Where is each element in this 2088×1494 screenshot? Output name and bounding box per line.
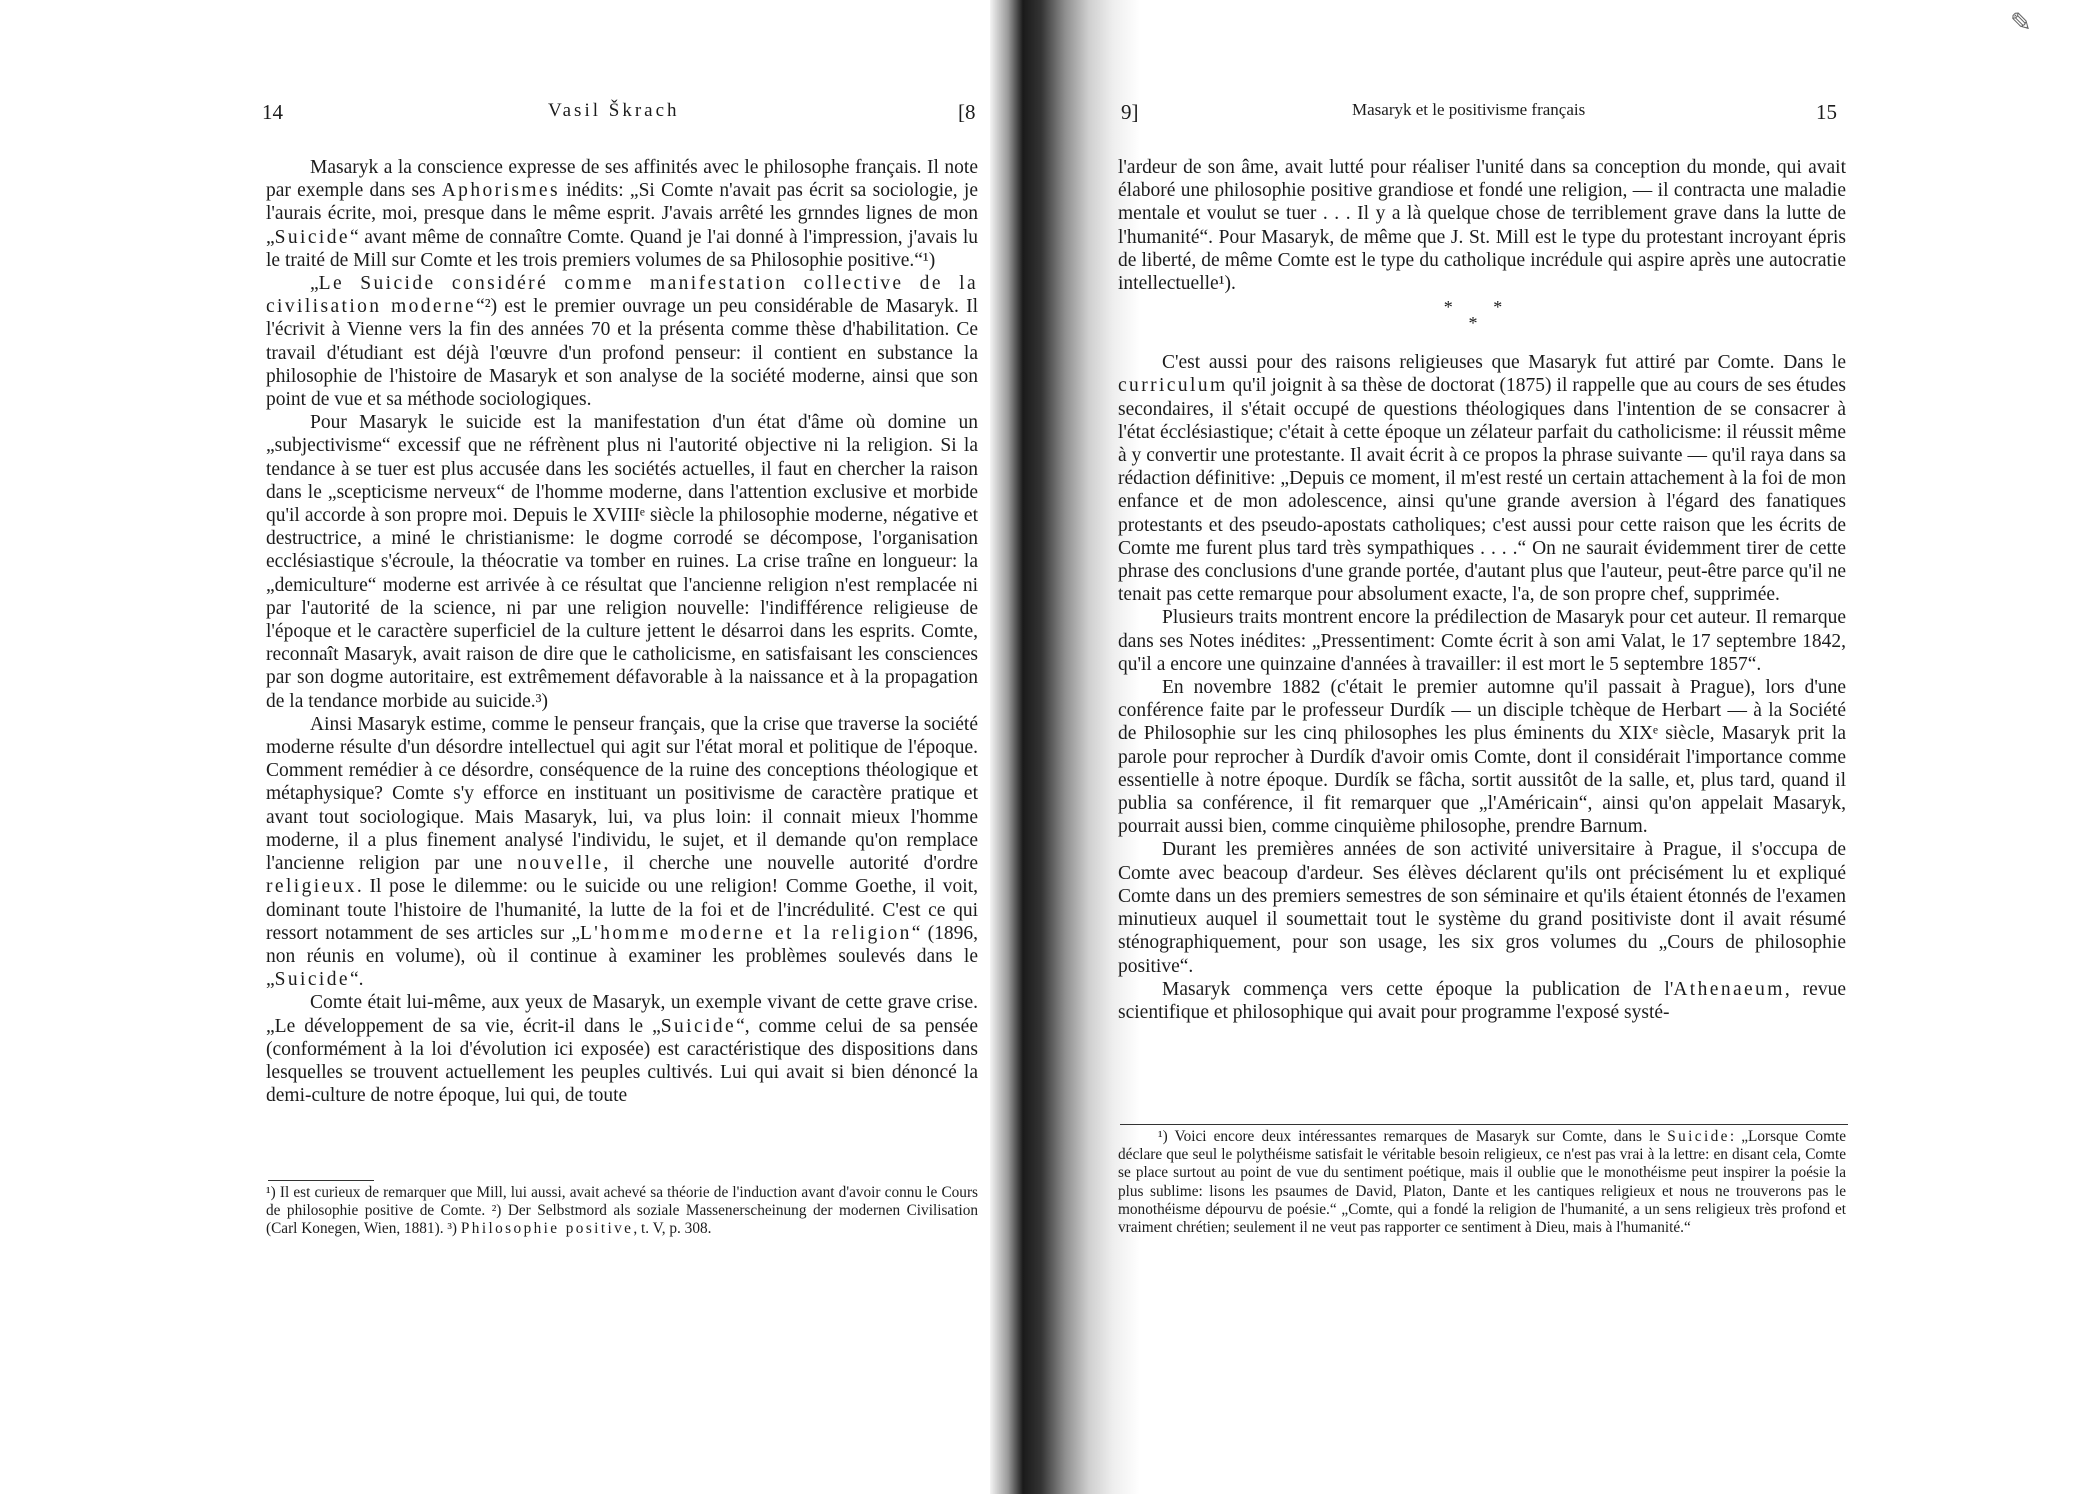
- spaced-emphasis: Suicide: [274, 226, 350, 248]
- asterism-line: *: [1468, 313, 1496, 334]
- left-page: [0, 0, 1000, 1494]
- footnote-rule: [1120, 1124, 1848, 1125]
- text-run: Masaryk commença vers cette époque la publication de l': [1162, 978, 1674, 1000]
- text-run: C'est aussi pour des raisons religieuses que Masaryk fut attiré par Comte. Dans le: [1162, 352, 1846, 374]
- text-run: “ (1896, non réunis en volume), où il continue à examiner les problèmes soulevés dans le „: [266, 922, 978, 991]
- text-run: , revue scientifique et philosophique qui avait pour programme l'exposé systé-: [1118, 978, 1846, 1023]
- paragraph: [1118, 156, 1846, 295]
- spaced-emphasis: Athenaeum: [1673, 978, 1785, 1000]
- page-number: 14: [262, 100, 283, 124]
- text-run: Plusieurs traits montrent encore la prédilection de Masaryk pour cet auteur. Il remarque dans ses Notes inédites: „Pressentiment: Comte écrit à son ami Valat, le 17 septembre 1842, qu'il a encore une quinzaine d'années à travailler: il est mort le 5 septembre 1857“.: [1118, 607, 1846, 675]
- text-run: Pour Masaryk le suicide est la manifestation d'un état d'âme où domine un „subjectivisme“ excessif que ne réfrènent plus ni l'autorité objective ni la religion. Si la tendance à se tuer est plus accusée dans les sociétés actuelles, il faut en chercher la raison dans le „scepticisme nerveux“ de l'homme moderne, dans l'attention exclusive et morbide qu'il accorde à son propre moi. Depuis le XVIIIᵉ siècle la philosophie moderne, négative et destructrice, a miné le christianisme: le dogme corrodé se décompose, l'organisation ecclésiastique s'écroule, la théocratie va tomber en ruines. La crise traîne en longueur: la „demiculture“ moderne est arrivée à ce résultat que l'ancienne religion n'est remplacée ni par l'autorité de la science, ni par une religion nouvelle: l'indifférence religieuse de l'époque et le caractère superficiel de la culture jettent le désarroi dans les esprits. Comte, reconnaît Masaryk, avait raison de dire que le catholicisme, en satisfaisant les consciences par son dogme autoritaire, est extrêmement défavorable à la naissance et à la propagation de la tendance morbide au suicide.³): [266, 412, 978, 712]
- paragraph: [266, 156, 978, 272]
- spaced-emphasis: Aphorismes: [441, 180, 560, 202]
- text-run: Ainsi Masaryk estime, comme le penseur français, que la crise que traverse la société moderne résulte d'un désordre intellectuel qui agit sur l'état moral et politique de l'époque. Comment remédier à ce désordre, conséquence de la ruine des conceptions théologique et métaphysique? Comte s'y efforce en instituant un positivisme de caractère pratique et avant tout sociologique. Mais Masaryk, lui, va plus loin: il connait mieux l'homme moderne, il a plus finement analysé l'individu, le sujet, et il demande qu'on remplace l'ancienne religion par une: [266, 713, 978, 875]
- paragraph: [1118, 978, 1846, 1024]
- footnote: [1118, 1128, 1846, 1237]
- text-run: Durant les premières années de son activité universitaire à Prague, il s'occupa de Comte avec beacoup d'ardeur. Ses élèves déclarent qu'ils ont précisément lu et expliqué Comte dans un des premiers semestres de son séminaire et qu'ils étaient étonnés de l'examen minutieux auquel il soumettait tout le système du grand positiviste dont il avait résumé sténographiquement, pour son usage, les six gros volumes du „Cours de philosophie positive“.: [1118, 839, 1846, 977]
- text-run: “ avant même de connaître Comte. Quand je l'ai donné à l'impression, j'avais lu le traité de Mill sur Comte et les trois premiers volumes de sa Philosophie positive.“¹): [266, 226, 978, 271]
- spaced-emphasis: L'homme moderne et la religion: [580, 922, 912, 944]
- paragraph: [1118, 351, 1846, 606]
- spaced-emphasis: religieux: [266, 876, 357, 898]
- spaced-emphasis: Suicide: [274, 969, 350, 991]
- text-run: ¹) Voici encore deux intéressantes remarques de Masaryk sur Comte, dans le: [1158, 1128, 1668, 1145]
- page-corner-mark: ✎: [2010, 8, 2032, 37]
- text-run: “, comme celui de sa pensée (conformément à la loi d'évolution ici exposée) est caractéristique des dispositions dans lesquelles se trouvent actuellement les peuples cultivés. Lui qui avait si bien dénoncé la demi-culture de notre époque, lui qui, de toute: [266, 1015, 978, 1107]
- footnote: [266, 1184, 978, 1239]
- text-run: , t. V, p. 308.: [633, 1220, 712, 1238]
- spaced-emphasis: Suicide: [660, 1015, 737, 1037]
- spaced-emphasis: curriculum: [1118, 375, 1228, 397]
- spaced-emphasis: nouvelle: [517, 853, 604, 875]
- section-reference: [8: [958, 100, 976, 124]
- text-run: l'ardeur de son âme, avait lutté pour réaliser l'unité dans sa conception du monde, qui avait élaboré une philosophie positive grandiose et fondé une religion, — il contracta une maladie mentale et voulut se tuer . . . Il y a là quelque chose de terriblement grave dans la lutte de l'humanité“. Pour Masaryk, de même que J. St. Mill est le type du protestant incroyant épris de liberté, de même Comte est le type du catholique incrédule qui aspire après une autocratie intellectuelle¹).: [1118, 157, 1846, 295]
- paragraph: [1118, 606, 1846, 676]
- running-title: Masaryk et le positivisme français: [1352, 100, 1586, 119]
- paragraph: [266, 991, 978, 1107]
- page-number: 15: [1816, 100, 1837, 124]
- text-run: inédits: „Si Comte n'avait pas écrit sa sociologie, je l'aurais écrite, moi, presque dans le même esprit. J'avais arrêté les grnndes lignes de mon „: [266, 180, 978, 248]
- section-reference: 9]: [1121, 100, 1139, 124]
- running-author: Vasil Škrach: [548, 100, 680, 121]
- paragraph: [266, 411, 978, 713]
- spaced-emphasis: Philosophie positive: [460, 1220, 634, 1238]
- section-break: [1118, 297, 1846, 334]
- text-run: ¹) Il est curieux de remarquer que Mill, lui aussi, avait achevé sa théorie de l'induction avant d'avoir connu le Cours de philosophie positive de Comte. ²) Der Selbstmord als soziale Massenerscheinung der modernen Civilisation (Carl Konegen, Wien, 1881). ³): [266, 1184, 978, 1238]
- body-text: [1118, 156, 1846, 1024]
- text-run: Masaryk a la conscience expresse de ses affinités avec le philosophe français. Il note par exemple dans ses: [266, 157, 978, 202]
- text-run: qu'il joignit à sa thèse de doctorat (1875) il rappelle que au cours de ses études secondaires, il s'était occupé de questions théologiques dans l'intention de se consacrer à l'état écclésiastique; c'était à cette époque un zélateur parfait du catholicisme: il réussit même à y convertir une protestante. Il avait écrit à ce propos la phrase suivante — qu'il raya dans sa rédaction définitive: „Depuis ce moment, il m'est resté un certain attachement à la foi de mon enfance et de mon adolescence, ainsi qu'une grande aversion à l'égard des fanatiques protestants et des pseudo-apostats catholiques; c'est aussi pour cette raison que les écrits de Comte me furent plus tard très sympathiques . . . .“ On ne saurait évidemment tirer de cette phrase des conclusions d'une grande portée, d'autant plus que l'auteur, peut-être parce qu'il ne tenait pas cette remarque pour absolument exacte, l'a, de son propre chef, supprimée.: [1118, 375, 1846, 606]
- text-run: “.: [349, 969, 364, 991]
- asterism-line: * *: [1443, 297, 1521, 318]
- text-run: : „Lorsque Comte déclare que seul le polythéisme satisfait le véritable besoin religieux, ce n'est pas vrai à la lettre: en disant cela, Comte se place surtout au point de vue du sentiment poétique, mais il oublie que le monothéisme peut inspirer la poésie la plus sublime: lisons les psaumes de David, Platon, Dante et les cantiques religieux et nous ne trouverons pas le monothéisme dépourvu de poésie.“ „Comte, qui a fondé la religion de l'humanité, a un sens religieux très profond et vraiment chrétien; seulement il ne veut pas rapporter ce sentiment à Dieu, mais à l'humanité.“: [1118, 1128, 1847, 1237]
- paragraph: [1118, 838, 1846, 977]
- body-text: [266, 156, 978, 1107]
- paragraph: [266, 713, 978, 991]
- text-run: . Il pose le dilemme: ou le suicide ou une religion! Comme Goethe, il voit, dominant toute l'histoire de l'humanité, la lutte de la foi et de l'incrédulité. C'est ce qui ressort notamment de ses articles sur „: [266, 876, 978, 944]
- text-run: En novembre 1882 (c'était le premier automne qu'il passait à Prague), lors d'une conférence faite par le professeur Durdík — un disciple tchèque de Herbart — à la Société de Philosophie sur les cinq philosophes les plus éminents du XIXᵉ siècle, Masaryk prit la parole pour reprocher à Durdík d'avoir omis Comte, dont il considérait l'importance comme essentielle à notre époque. Durdík se fâcha, sortit aussitôt de la salle, et, plus tard, quand il publia sa conférence, il fit remarquer que „l'Américain“, ainsi qu'on appelait Masaryk, pourrait aussi bien, comme cinquième philosophe, prendre Barnum.: [1118, 677, 1846, 838]
- footnotes: [266, 1184, 978, 1239]
- text-run: „: [310, 273, 319, 295]
- spaced-emphasis: Suicide: [1667, 1128, 1730, 1145]
- text-run: , il cherche une nouvelle autorité d'ordre: [603, 853, 978, 875]
- footnotes: [1118, 1128, 1846, 1237]
- paragraph: [266, 272, 978, 411]
- text-run: “²) est le premier ouvrage un peu considérable de Masaryk. Il l'écrivit à Vienne vers la fin des années 70 et la présenta comme thèse d'habilitation. Ce travail d'étudiant est déjà l'œuvre d'un profond penseur: il contient en substance la philosophie de l'histoire de Masaryk et son analyse de la société moderne, ainsi que son point de vue et sa méthode sociologiques.: [266, 296, 978, 411]
- footnote-rule: [268, 1180, 374, 1181]
- text-run: Comte était lui-même, aux yeux de Masaryk, un exemple vivant de cette grave crise. „Le développement de sa vie, écrit-il dans le „: [266, 992, 978, 1037]
- paragraph: [1118, 676, 1846, 838]
- right-page: [1030, 0, 2088, 1494]
- spaced-emphasis: Le Suicide considéré comme manifestation collective de la civilisation moderne: [266, 273, 978, 318]
